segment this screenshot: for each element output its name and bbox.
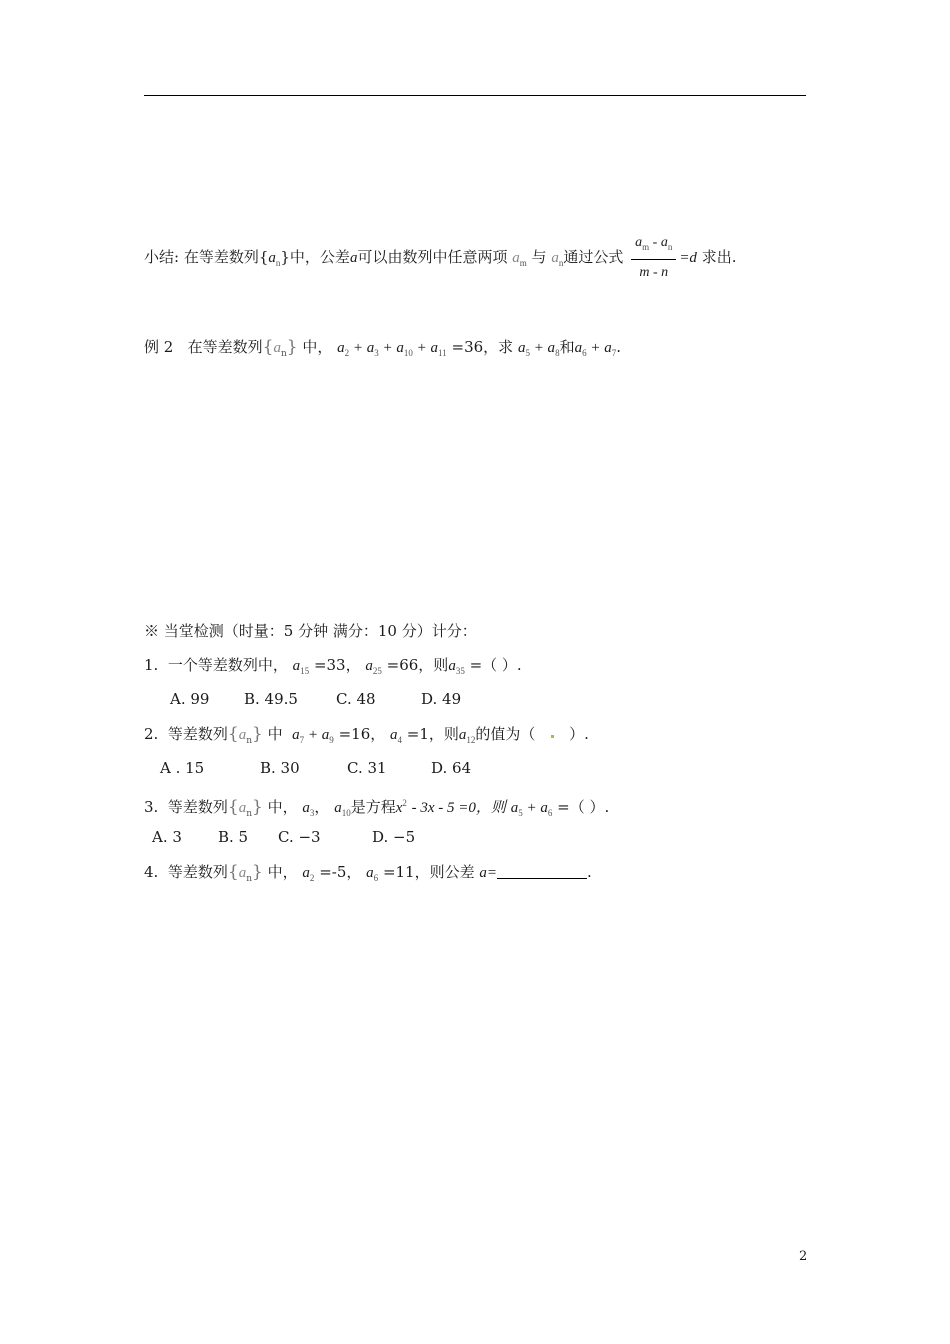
q2-option-a: A . 15 — [160, 759, 205, 777]
summary-line — [144, 233, 737, 283]
frac-an-sub: n — [667, 242, 673, 252]
difference-formula — [631, 233, 676, 283]
q3-text-c: 是方程 — [350, 798, 396, 816]
example-end: . — [616, 338, 621, 356]
answer-blank[interactable] — [497, 864, 587, 879]
summary-text-e: 通过公式 — [563, 248, 624, 266]
q2-option-b: B. 30 — [260, 759, 300, 777]
q4-v1: =-5， — [319, 863, 362, 881]
q2-tail-b: ）. — [569, 725, 589, 743]
q3-number: 3. — [144, 798, 159, 816]
example-label: 例 2 — [144, 338, 174, 356]
example-text-b: 中， — [302, 338, 333, 356]
q4-text-b: 中， — [267, 863, 298, 881]
term-am: a — [512, 250, 520, 266]
question-3: 3. 等差数列$\{a_n\}$ 中， $a_3$， $a_{10}$是方程$x^2 - 3x - 5 =0$，则 $a_5 + a_6$ =（ ）. — [144, 797, 610, 819]
q3-text: 等差数列 — [167, 798, 228, 816]
quiz-heading: ※ 当堂检测（时量：5 分钟 满分：10 分）计分： — [144, 622, 477, 640]
question-1: 1. 一个等差数列中， $a_{15} =33$， $a_{25} =66$，则$a_{35}$ =（ ）. — [144, 656, 522, 676]
example-and: 和 — [559, 338, 575, 356]
q2-v1: =16， — [338, 725, 386, 743]
term-an: a — [551, 250, 559, 266]
q3-option-c: C. −3 — [278, 828, 321, 846]
example-expr: =36，求 — [451, 338, 514, 356]
equals-d: =d — [679, 250, 697, 266]
summary-text-b: }中，公差 — [280, 248, 350, 266]
q1-option-d: D. 49 — [421, 690, 462, 708]
q4-number: 4. — [144, 863, 159, 881]
q2-option-c: C. 31 — [347, 759, 387, 777]
example-2: 例 2 在等差数列$\{a_n\}$ 中， $a_2 + a_3 + a_{10} + a_{11} =36$，求 $a_5 + a_8$和$a_6 + a_7$. — [144, 337, 621, 359]
question-2: 2. 等差数列$\{a_n\}$ 中 $a_7 + a_9 =16$， $a_4 =1$，则$a_{12}$的值为（ ）. — [144, 724, 589, 746]
frac-minus: - — [649, 235, 661, 250]
q2-text-b: 中 — [267, 725, 283, 743]
q1-option-c: C. 48 — [336, 690, 376, 708]
q1-number: 1. — [144, 656, 159, 674]
q1-text: 一个等差数列中， — [167, 656, 288, 674]
summary-text-f: 求出. — [701, 248, 737, 266]
frac-denominator: m - n — [639, 265, 669, 280]
q4-tail-b: . — [587, 863, 592, 881]
q3-tail: =（ ）. — [557, 798, 610, 816]
frac-am-sub: m — [642, 242, 650, 252]
summary-label: 小结: — [144, 248, 180, 266]
summary-text-a: 在等差数列{ — [183, 248, 269, 266]
q3-text-b: 中， — [267, 798, 298, 816]
q2-number: 2. — [144, 725, 159, 743]
q4-text: 等差数列 — [167, 863, 228, 881]
seq-term: a — [268, 250, 276, 266]
q1-tail: =（ ）. — [469, 656, 522, 674]
q1-v15: =33， — [313, 656, 361, 674]
frac-am: a — [635, 235, 643, 250]
q3-option-a: A. 3 — [152, 828, 182, 846]
q2-option-d: D. 64 — [431, 759, 472, 777]
header-rule — [144, 95, 806, 96]
frac-an: a — [660, 235, 668, 250]
term-am-sub: m — [519, 258, 527, 268]
q2-tail-a: 的值为（ — [475, 725, 536, 743]
q1-option-a: A. 99 — [170, 690, 210, 708]
q3-equation: - 3x - 5 =0，则 — [411, 800, 506, 816]
seq-term-sub: n — [275, 258, 281, 268]
term-an-sub: n — [558, 258, 564, 268]
summary-text-d: 与 — [531, 248, 547, 266]
example-text-a: 在等差数列 — [187, 338, 263, 356]
q3-option-d: D. −5 — [372, 828, 416, 846]
q4-tail-a: a= — [479, 865, 497, 881]
q3-option-b: B. 5 — [218, 828, 249, 846]
common-difference: a — [349, 250, 358, 266]
page-number: 2 — [799, 1249, 808, 1264]
example-expression: $a_2 + a_3 + a_{10} + a_{11}$ — [337, 340, 447, 358]
q2-v2: =1，则 — [406, 725, 459, 743]
q1-v25: =66，则 — [386, 656, 449, 674]
summary-text-c: 可以由数列中任意两项 — [357, 248, 508, 266]
question-4: 4. 等差数列$\{a_n\}$ 中， $a_2 =-5$， $a_6 =11$，则公差 a= . — [144, 862, 592, 884]
q1-option-b: B. 49.5 — [244, 690, 298, 708]
q2-text: 等差数列 — [167, 725, 228, 743]
q4-v2: =11，则公差 — [382, 863, 475, 881]
